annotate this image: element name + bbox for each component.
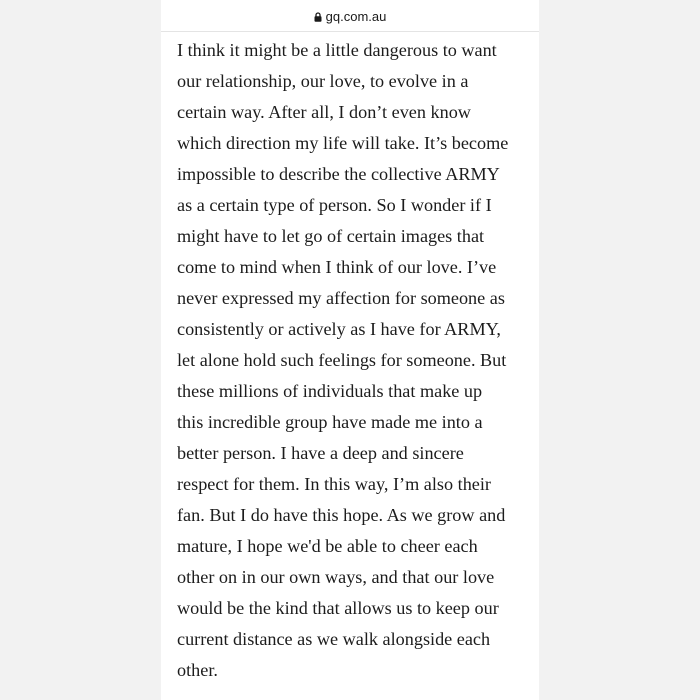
article-line: as a certain type of person. So I wonder if I [177,195,492,215]
article-line: let alone hold such feelings for someone. But [177,350,507,370]
article-line: these millions of individuals that make up [177,381,483,401]
article-line: fan. But I do have this hope. As we grow and [177,505,506,525]
article-line: would be the kind that allows us to keep our [177,598,499,618]
url-text[interactable]: gq.com.au [325,9,387,24]
article-line: respect for them. In this way, I’m also their [177,474,491,494]
article-line: consistently or actively as I have for ARMY, [177,319,501,339]
article-line: mature, I hope we'd be able to cheer each [177,536,478,556]
article-line: our relationship, our love, to evolve in a [177,71,469,91]
article-line: might have to let go of certain images that [177,226,485,246]
lock-icon [314,12,322,22]
article-line: come to mind when I think of our love. I’ve [177,257,497,277]
article-line: better person. I have a deep and sincere [177,443,464,463]
article-line: current distance as we walk alongside each [177,629,491,649]
browser-page [161,0,539,700]
article-line: I think it might be a little dangerous to want [177,40,497,60]
article-line: which direction my life will take. It’s become [177,133,509,153]
article-line: other on in our own ways, and that our love [177,567,495,587]
article-line: certain way. After all, I don’t even know [177,102,471,122]
address-bar[interactable] [161,0,539,32]
article-body [177,35,539,686]
article-line: other. [177,660,218,680]
article-line: impossible to describe the collective ARMY [177,164,500,184]
article-line: never expressed my affection for someone as [177,288,505,308]
article-line: this incredible group have made me into a [177,412,483,432]
